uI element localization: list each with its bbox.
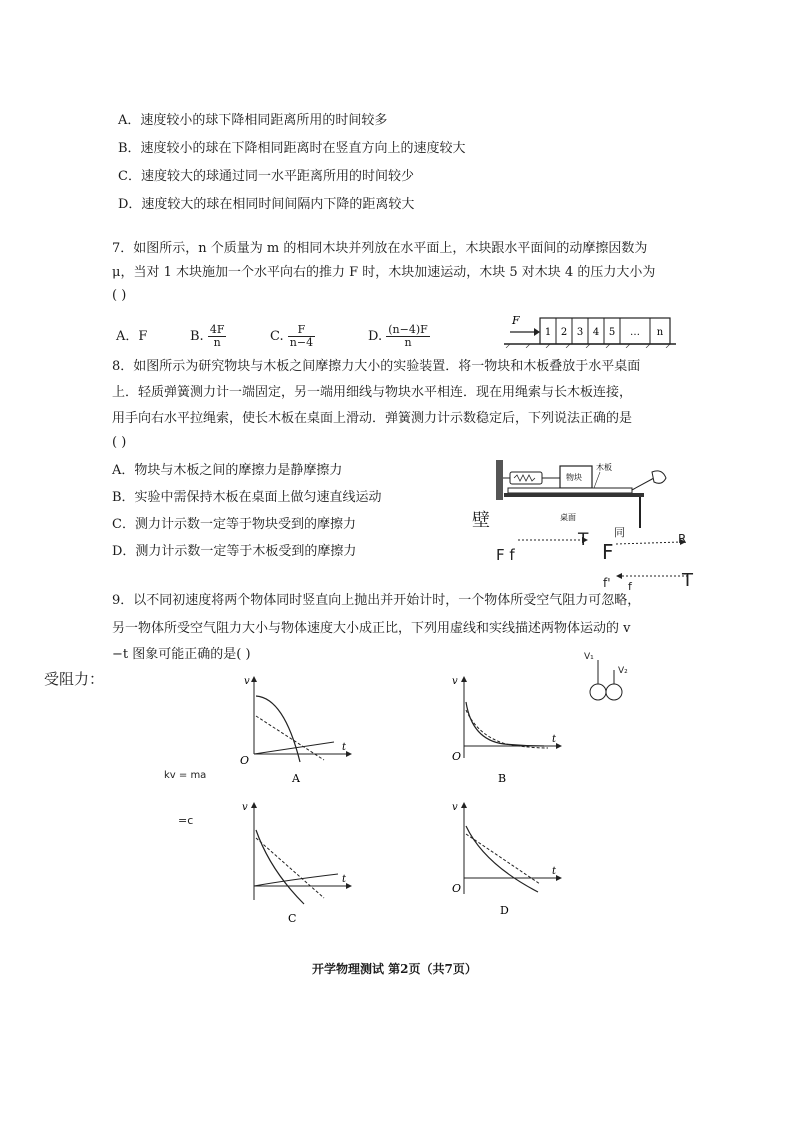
q9-graph-b-v-label: v — [452, 676, 458, 687]
q8-stem-line1: 8．如图所示为研究物块与木板之间摩擦力大小的实验装置．将一物块和木板叠放于水平桌面 — [112, 359, 641, 374]
q9-graph-c-lower-curve — [254, 874, 338, 886]
q9-graph-c — [234, 800, 354, 924]
q7-block-2: 2 — [560, 327, 568, 338]
q7-stem-line1: 7．如图所示，n 个质量为 m 的相同木块并列放在水平面上，木块跟水平面间的动摩擦因数为 — [112, 241, 648, 256]
q7-stem-line2: μ，当对 1 木块施加一个水平向右的推力 F 时，木块加速运动，木块 5 对木块 4 的压力大小为 — [112, 265, 656, 280]
q8-table-top — [504, 493, 644, 497]
q9-graph-d — [444, 800, 564, 924]
q7-blocks-figure — [500, 306, 680, 348]
q9-graph-a-t-arrowhead — [346, 751, 352, 757]
q7-option-d-letter: D. — [368, 329, 383, 344]
q7-block-ellipsis: … — [630, 327, 640, 338]
q6-option-d: D．速度较大的球在相同时间间隔内下降的距离较大 — [118, 197, 415, 212]
q9-stem-line1: 9．以不同初速度将两个物体同时竖直向上抛出并开始计时，一个物体所受空气阻力可忽略， — [112, 593, 641, 608]
q8-answer-blank: ( ) — [112, 435, 127, 450]
q8-sketch-arrowhead-bottom — [616, 573, 622, 579]
q9-graph-d-dashed-line — [466, 834, 540, 884]
q7-option-d-denominator: n — [404, 336, 412, 349]
q9-graph-b-label: B — [498, 772, 507, 784]
q9-graph-a-t-label: t — [342, 742, 347, 753]
q9-graph-d-t-arrowhead — [556, 875, 562, 881]
q9-graph-c-label: C — [288, 912, 297, 924]
q8-note-tong: 同 — [614, 526, 625, 539]
q9-note-v2: V₂ — [618, 666, 628, 676]
q9-graph-b-t-label: t — [552, 734, 557, 745]
q7-block-4: 4 — [592, 327, 600, 338]
q9-graph-a-v-arrowhead — [251, 676, 257, 682]
q8-table-label: 桌面 — [560, 513, 576, 522]
q9-graph-a — [234, 674, 354, 784]
q7-option-b-letter: B. — [190, 329, 204, 344]
q7-block-n: n — [656, 327, 664, 338]
q7-option-b-numerator: 4F — [209, 323, 225, 336]
q9-graph-c-v-arrowhead — [251, 802, 257, 808]
q9-graph-c-t-arrowhead — [346, 883, 352, 889]
q8-note-fprime: f' — [603, 576, 611, 590]
q9-stem-line3: −t 图象可能正确的是( ) — [112, 647, 251, 662]
q7-option-b — [190, 322, 226, 352]
q9-graph-a-lower-curve — [254, 742, 334, 754]
q6-option-c: C．速度较大的球通过同一水平距离所用的时间较少 — [118, 169, 414, 184]
q7-option-c — [270, 322, 315, 352]
q8-block-label: 物块 — [566, 473, 582, 482]
q7-option-d-numerator: (n−4)F — [388, 323, 428, 336]
q9-graph-c-solid-curve — [256, 830, 304, 904]
q9-graph-c-v-label: v — [242, 802, 248, 813]
q9-note-equals: =c — [178, 814, 194, 827]
q9-graph-b-origin: O — [452, 750, 462, 763]
q8-option-c: C．测力计示数一定等于物块受到的摩擦力 — [112, 517, 356, 532]
q8-option-a: A．物块与木板之间的摩擦力是静摩擦力 — [112, 463, 343, 478]
q9-graph-d-solid-curve — [466, 826, 538, 892]
q6-option-a: A．速度较小的球下降相同距离所用的时间较多 — [118, 113, 388, 128]
q9-graph-c-t-label: t — [342, 874, 347, 885]
q7-option-d — [368, 322, 430, 352]
q7-answer-blank: ( ) — [112, 288, 127, 303]
q7-force-label: F — [512, 314, 520, 327]
q9-note-equation: kv = ma — [164, 770, 207, 781]
q9-sketch-ball-2 — [606, 684, 622, 700]
q8-stem-line3: 用手向右水平拉绳索，使长木板在桌面上滑动．弹簧测力计示数稳定后，下列说法正确的是 — [112, 411, 633, 426]
q9-graph-a-solid-curve — [256, 696, 300, 762]
q7-block-1: 1 — [544, 327, 552, 338]
q8-option-b: B．实验中需保持木板在桌面上做匀速直线运动 — [112, 490, 382, 505]
q9-graph-a-label: A — [292, 772, 300, 784]
q9-sketch-ball-1 — [590, 684, 606, 700]
q8-wall — [496, 460, 503, 500]
q8-handwritten-wall: 壁 — [472, 510, 490, 531]
q8-note-t1: T — [578, 530, 589, 550]
q7-block-5: 5 — [608, 327, 616, 338]
q7-option-c-fraction — [288, 324, 315, 349]
q6-option-b: B．速度较小的球在下降相同距离时在竖直方向上的速度较大 — [118, 141, 466, 156]
q8-board-leader — [594, 472, 600, 488]
q8-board — [508, 488, 632, 493]
q9-graph-d-v-label: v — [452, 802, 458, 813]
q8-board-label: 木板 — [596, 463, 612, 472]
q8-hand-icon — [652, 471, 666, 483]
q9-graph-a-v-label: v — [244, 676, 250, 687]
q9-note-resistance: 受阻力： — [44, 670, 105, 688]
q9-graph-b-v-arrowhead — [461, 676, 467, 682]
q9-note-v1: V₁ — [584, 652, 594, 662]
q9-graph-d-t-label: t — [552, 866, 557, 877]
page-footer: 开学物理测试 第2页（共7页） — [312, 962, 477, 976]
q9-graph-d-v-arrowhead — [461, 802, 467, 808]
q9-graph-a-dashed-line — [256, 716, 324, 760]
q8-stem-line2: 上．轻质弹簧测力计一端固定，另一端用细线与物块水平相连．现在用绳索与长木板连接， — [112, 385, 633, 400]
q8-note-f2: f — [628, 580, 632, 593]
q7-option-b-denominator: n — [213, 336, 221, 349]
q8-handwritten-force-sketch — [490, 528, 700, 594]
q9-graph-b-t-arrowhead — [556, 743, 562, 749]
q7-option-c-denominator: n−4 — [289, 336, 314, 349]
q8-note-t2: T — [682, 570, 693, 591]
q9-stem-line2: 另一物体所受空气阻力大小与物体速度大小成正比，下列用虚线和实线描述两物体运动的 v — [112, 621, 631, 636]
q8-note-r: R — [678, 532, 687, 546]
q9-graph-b-dashed-curve — [466, 710, 548, 748]
q7-option-c-letter: C. — [270, 329, 284, 344]
q9-graph-d-label: D — [500, 904, 509, 917]
q7-option-d-fraction — [386, 324, 430, 349]
q9-graph-b-solid-curve — [466, 702, 544, 746]
q8-spring-scale — [510, 472, 542, 484]
q9-graph-d-origin: O — [452, 882, 462, 895]
q7-force-arrowhead — [534, 328, 540, 336]
q7-option-c-numerator: F — [288, 324, 315, 337]
q8-option-d: D．测力计示数一定等于木板受到的摩擦力 — [112, 544, 357, 559]
q7-block-3: 3 — [576, 327, 584, 338]
q9-graph-b — [444, 674, 564, 784]
q9-graph-a-origin: O — [240, 754, 250, 767]
q8-sketch-line-right — [616, 542, 680, 544]
q8-note-f1: F — [602, 540, 614, 564]
q8-note-ff: F f — [496, 546, 515, 564]
q7-option-b-fraction — [208, 324, 227, 349]
q7-option-a: A．F — [116, 329, 148, 344]
q8-rope — [632, 478, 654, 490]
